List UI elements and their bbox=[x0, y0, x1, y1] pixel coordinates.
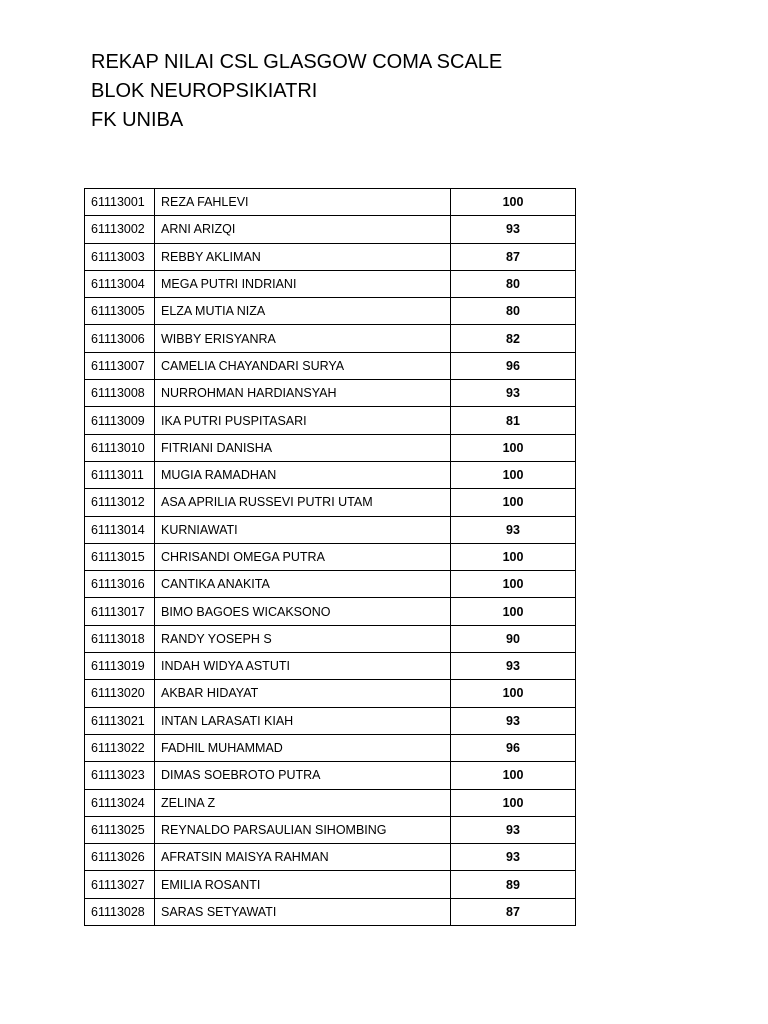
table-row bbox=[85, 898, 576, 925]
student-name-cell: MUGIA RAMADHAN bbox=[155, 461, 451, 488]
title-line-1: REKAP NILAI CSL GLASGOW COMA SCALE bbox=[91, 51, 503, 73]
score-cell: 93 bbox=[451, 380, 576, 407]
student-id-cell: 61113011 bbox=[85, 461, 155, 488]
student-id-cell: 61113027 bbox=[85, 871, 155, 898]
table-row bbox=[85, 380, 576, 407]
table-row bbox=[85, 789, 576, 816]
student-id-cell: 61113004 bbox=[85, 270, 155, 297]
score-cell: 81 bbox=[451, 407, 576, 434]
student-name-cell: REZA FAHLEVI bbox=[155, 189, 451, 216]
student-id-cell: 61113021 bbox=[85, 707, 155, 734]
score-cell: 93 bbox=[451, 844, 576, 871]
table-row bbox=[85, 270, 576, 297]
student-name-cell: ELZA MUTIA NIZA bbox=[155, 298, 451, 325]
student-name-cell: MEGA PUTRI INDRIANI bbox=[155, 270, 451, 297]
student-id-cell: 61113006 bbox=[85, 325, 155, 352]
table-row bbox=[85, 816, 576, 843]
title-line-3: FK UNIBA bbox=[91, 109, 184, 131]
score-cell: 100 bbox=[451, 189, 576, 216]
table-row bbox=[85, 352, 576, 379]
table-row bbox=[85, 734, 576, 761]
score-cell: 100 bbox=[451, 571, 576, 598]
table-row bbox=[85, 844, 576, 871]
score-cell: 100 bbox=[451, 434, 576, 461]
student-name-cell: RANDY YOSEPH S bbox=[155, 625, 451, 652]
score-cell: 100 bbox=[451, 543, 576, 570]
student-id-cell: 61113026 bbox=[85, 844, 155, 871]
score-cell: 93 bbox=[451, 216, 576, 243]
student-name-cell: REYNALDO PARSAULIAN SIHOMBING bbox=[155, 816, 451, 843]
student-name-cell: KURNIAWATI bbox=[155, 516, 451, 543]
student-name-cell: ZELINA Z bbox=[155, 789, 451, 816]
student-id-cell: 61113012 bbox=[85, 489, 155, 516]
student-id-cell: 61113005 bbox=[85, 298, 155, 325]
score-cell: 93 bbox=[451, 653, 576, 680]
student-id-cell: 61113024 bbox=[85, 789, 155, 816]
student-id-cell: 61113002 bbox=[85, 216, 155, 243]
score-cell: 100 bbox=[451, 489, 576, 516]
score-cell: 93 bbox=[451, 816, 576, 843]
table-row bbox=[85, 543, 576, 570]
student-name-cell: CHRISANDI OMEGA PUTRA bbox=[155, 543, 451, 570]
table-row bbox=[85, 598, 576, 625]
score-cell: 93 bbox=[451, 707, 576, 734]
table-row bbox=[85, 325, 576, 352]
score-cell: 96 bbox=[451, 734, 576, 761]
student-name-cell: DIMAS SOEBROTO PUTRA bbox=[155, 762, 451, 789]
student-name-cell: INDAH WIDYA ASTUTI bbox=[155, 653, 451, 680]
student-id-cell: 61113022 bbox=[85, 734, 155, 761]
score-cell: 80 bbox=[451, 298, 576, 325]
table-row bbox=[85, 762, 576, 789]
student-id-cell: 61113008 bbox=[85, 380, 155, 407]
score-cell: 96 bbox=[451, 352, 576, 379]
score-cell: 90 bbox=[451, 625, 576, 652]
score-cell: 100 bbox=[451, 598, 576, 625]
student-name-cell: BIMO BAGOES WICAKSONO bbox=[155, 598, 451, 625]
student-id-cell: 61113017 bbox=[85, 598, 155, 625]
table-row bbox=[85, 434, 576, 461]
student-id-cell: 61113015 bbox=[85, 543, 155, 570]
score-cell: 100 bbox=[451, 762, 576, 789]
student-id-cell: 61113001 bbox=[85, 189, 155, 216]
table-row bbox=[85, 461, 576, 488]
table-row bbox=[85, 189, 576, 216]
score-table-body bbox=[85, 189, 576, 926]
score-cell: 87 bbox=[451, 243, 576, 270]
student-id-cell: 61113009 bbox=[85, 407, 155, 434]
score-cell: 100 bbox=[451, 789, 576, 816]
score-cell: 100 bbox=[451, 680, 576, 707]
student-name-cell: FADHIL MUHAMMAD bbox=[155, 734, 451, 761]
student-id-cell: 61113003 bbox=[85, 243, 155, 270]
title-line-2: BLOK NEUROPSIKIATRI bbox=[91, 80, 318, 102]
student-id-cell: 61113014 bbox=[85, 516, 155, 543]
student-name-cell: EMILIA ROSANTI bbox=[155, 871, 451, 898]
table-row bbox=[85, 516, 576, 543]
table-row bbox=[85, 680, 576, 707]
student-name-cell: CAMELIA CHAYANDARI SURYA bbox=[155, 352, 451, 379]
student-name-cell: ARNI ARIZQI bbox=[155, 216, 451, 243]
table-row bbox=[85, 216, 576, 243]
student-id-cell: 61113016 bbox=[85, 571, 155, 598]
table-row bbox=[85, 298, 576, 325]
student-id-cell: 61113018 bbox=[85, 625, 155, 652]
student-name-cell: INTAN LARASATI KIAH bbox=[155, 707, 451, 734]
score-cell: 89 bbox=[451, 871, 576, 898]
score-cell: 82 bbox=[451, 325, 576, 352]
table-row bbox=[85, 653, 576, 680]
table-row bbox=[85, 407, 576, 434]
student-name-cell: NURROHMAN HARDIANSYAH bbox=[155, 380, 451, 407]
student-id-cell: 61113007 bbox=[85, 352, 155, 379]
student-name-cell: AFRATSIN MAISYA RAHMAN bbox=[155, 844, 451, 871]
score-cell: 80 bbox=[451, 270, 576, 297]
student-name-cell: WIBBY ERISYANRA bbox=[155, 325, 451, 352]
student-id-cell: 61113023 bbox=[85, 762, 155, 789]
table-row bbox=[85, 707, 576, 734]
student-id-cell: 61113019 bbox=[85, 653, 155, 680]
score-cell: 100 bbox=[451, 461, 576, 488]
student-name-cell: CANTIKA ANAKITA bbox=[155, 571, 451, 598]
score-cell: 93 bbox=[451, 516, 576, 543]
student-name-cell: SARAS SETYAWATI bbox=[155, 898, 451, 925]
student-name-cell: REBBY AKLIMAN bbox=[155, 243, 451, 270]
student-id-cell: 61113028 bbox=[85, 898, 155, 925]
table-row bbox=[85, 571, 576, 598]
table-row bbox=[85, 871, 576, 898]
student-name-cell: FITRIANI DANISHA bbox=[155, 434, 451, 461]
student-name-cell: ASA APRILIA RUSSEVI PUTRI UTAM bbox=[155, 489, 451, 516]
student-id-cell: 61113010 bbox=[85, 434, 155, 461]
table-row bbox=[85, 489, 576, 516]
student-id-cell: 61113025 bbox=[85, 816, 155, 843]
student-id-cell: 61113020 bbox=[85, 680, 155, 707]
table-row bbox=[85, 625, 576, 652]
score-table bbox=[84, 188, 576, 926]
score-cell: 87 bbox=[451, 898, 576, 925]
student-name-cell: IKA PUTRI PUSPITASARI bbox=[155, 407, 451, 434]
document-title bbox=[91, 48, 502, 135]
student-name-cell: AKBAR HIDAYAT bbox=[155, 680, 451, 707]
table-row bbox=[85, 243, 576, 270]
